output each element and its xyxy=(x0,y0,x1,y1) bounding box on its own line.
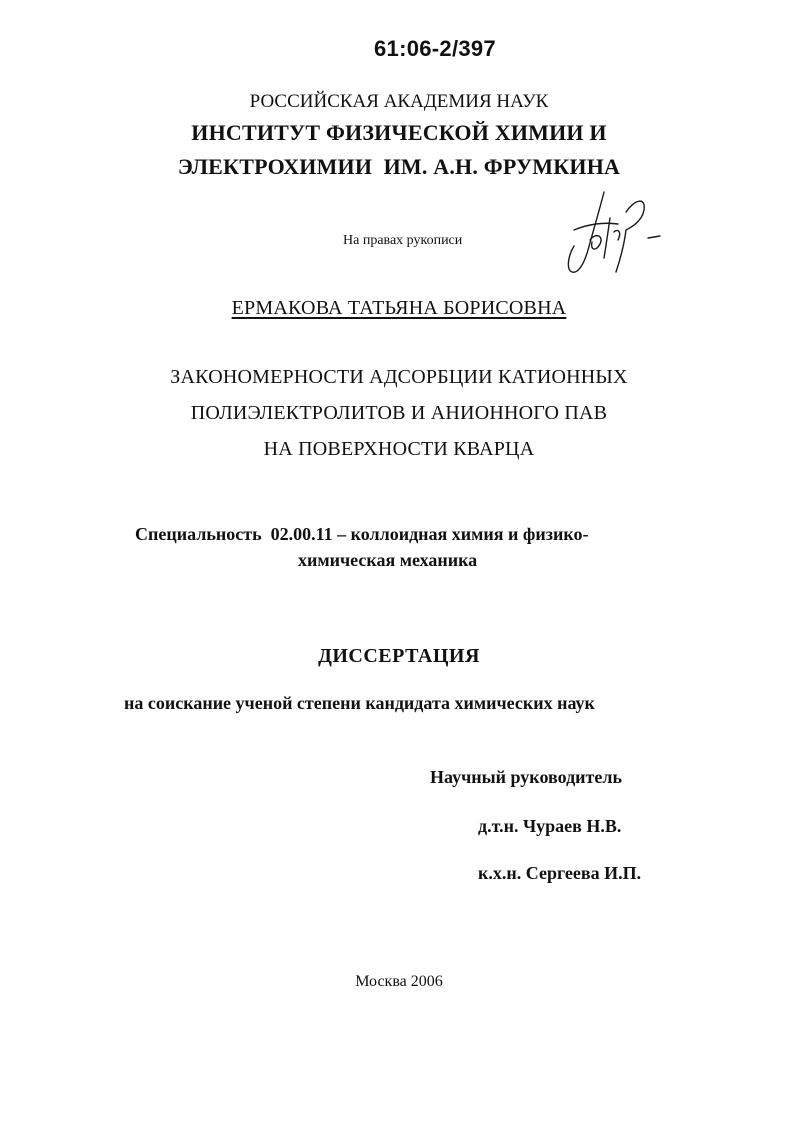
degree-statement: на соискание ученой степени кандидата химических наук xyxy=(124,693,595,713)
supervisor-first: д.т.н. Чураев Н.В. xyxy=(478,816,622,836)
title-line3: НА ПОВЕРХНОСТИ КВАРЦА xyxy=(263,438,535,460)
institute-name-line1: ИНСТИТУТ ФИЗИЧЕСКОЙ ХИМИИ И xyxy=(191,120,607,145)
city-year: Москва 2006 xyxy=(355,973,443,990)
specialty-line1: Специальность 02.00.11 – коллоидная химия и физико- xyxy=(135,524,589,544)
institute-name-line2: ЭЛЕКТРОХИМИИ ИМ. А.Н. ФРУМКИНА xyxy=(177,154,621,179)
title-line1: ЗАКОНОМЕРНОСТИ АДСОРБЦИИ КАТИОННЫХ xyxy=(170,366,628,388)
specialty-line2: химическая механика xyxy=(298,550,478,570)
archive-code: 61:06-2/397 xyxy=(374,36,496,61)
supervisor-label: Научный руководитель xyxy=(430,767,622,787)
document-type: ДИССЕРТАЦИЯ xyxy=(318,645,480,667)
author-name: ЕРМАКОВА ТАТЬЯНА БОРИСОВНА xyxy=(231,297,567,319)
academy-name: РОССИЙСКАЯ АКАДЕМИЯ НАУК xyxy=(249,91,549,112)
manuscript-rights-note: На правах рукописи xyxy=(343,233,463,248)
title-line2: ПОЛИЭЛЕКТРОЛИТОВ И АНИОННОГО ПАВ xyxy=(190,402,608,424)
supervisor-second: к.х.н. Сергеева И.П. xyxy=(478,863,642,883)
signature-icon xyxy=(560,188,670,288)
